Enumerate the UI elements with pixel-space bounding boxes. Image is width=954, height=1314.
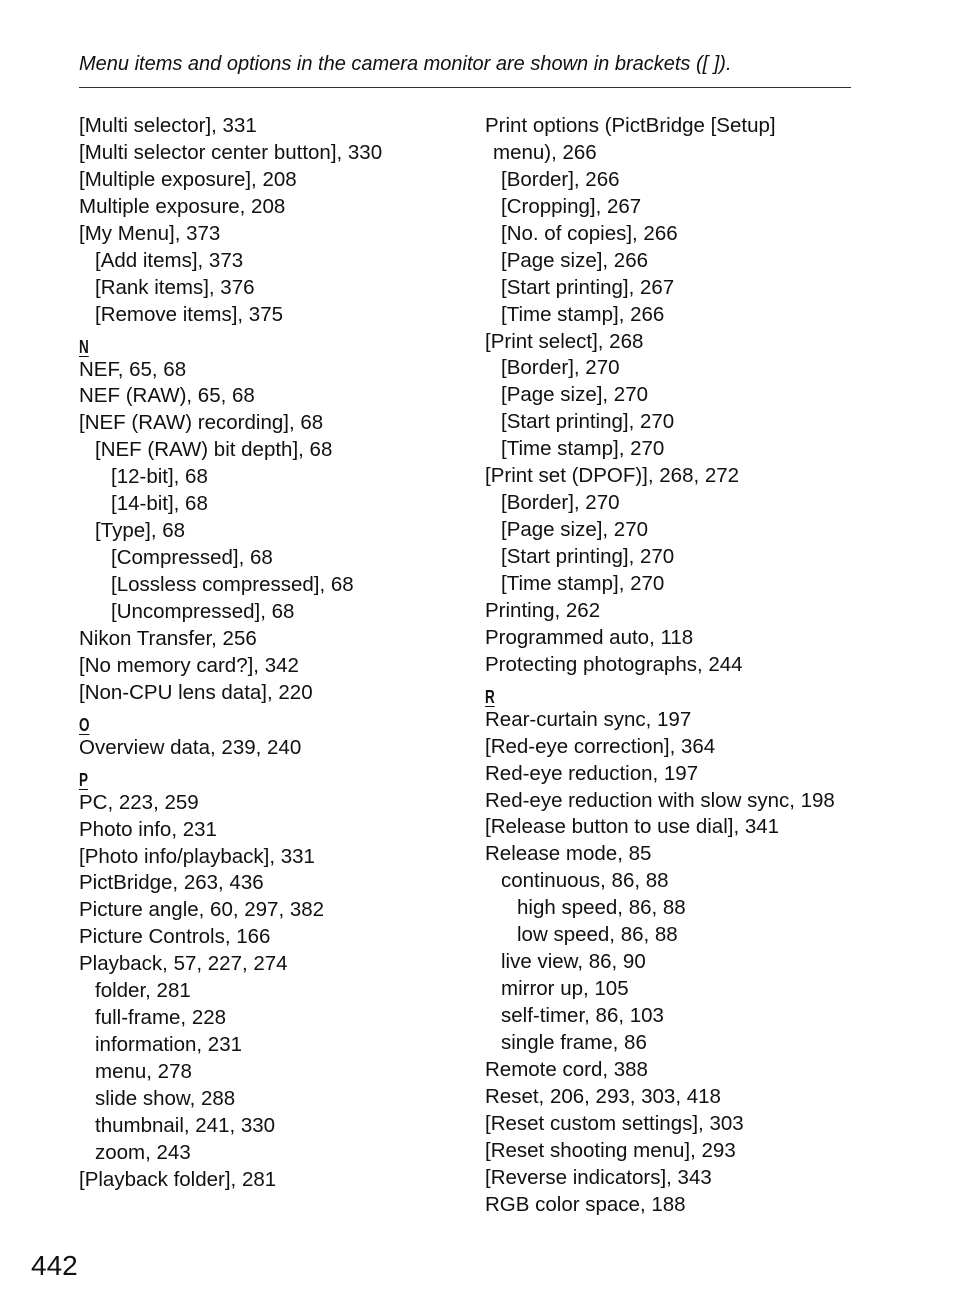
index-subentry: [Cropping], 267 bbox=[501, 194, 642, 218]
index-entry: [Red-eye correction], 364 bbox=[485, 734, 716, 758]
index-entry: Multiple exposure, 208 bbox=[79, 194, 286, 218]
index-subentry: live view, 86, 90 bbox=[501, 950, 646, 974]
index-section-letter bbox=[79, 714, 469, 735]
index-subentry: [Start printing], 267 bbox=[501, 275, 675, 299]
index-subentry: [Page size], 270 bbox=[501, 383, 649, 407]
index-entry: Playback, 57, 227, 274 bbox=[79, 952, 288, 976]
header-divider bbox=[79, 87, 851, 88]
index-subentry: [Uncompressed], 68 bbox=[111, 599, 295, 623]
index-entry: [Multiple exposure], 208 bbox=[79, 167, 297, 191]
index-subentry: [Compressed], 68 bbox=[111, 546, 273, 570]
index-entry: Photo info, 231 bbox=[79, 817, 217, 841]
index-section-letter bbox=[79, 769, 469, 790]
index-subentry: [Start printing], 270 bbox=[501, 410, 675, 434]
index-entry: [Reset custom settings], 303 bbox=[485, 1111, 744, 1135]
index-subentry: thumbnail, 241, 330 bbox=[95, 1113, 276, 1137]
page-header-note: Menu items and options in the camera monitor are shown in brackets ([ ]). bbox=[79, 53, 732, 75]
index-subentry: high speed, 86, 88 bbox=[517, 896, 686, 920]
index-entry: PictBridge, 263, 436 bbox=[79, 871, 264, 895]
index-subentry: [Border], 270 bbox=[501, 491, 620, 515]
index-entry: PC, 223, 259 bbox=[79, 790, 199, 814]
index-entry: Protecting photographs, 244 bbox=[485, 652, 743, 676]
index-entry: [Reset shooting menu], 293 bbox=[485, 1138, 736, 1162]
index-entry: [No memory card?], 342 bbox=[79, 653, 299, 677]
index-subentry: [Lossless compressed], 68 bbox=[111, 573, 354, 596]
index-entry: Overview data, 239, 240 bbox=[79, 735, 302, 759]
index-section-letter-text: R bbox=[485, 686, 495, 707]
index-column-right bbox=[485, 113, 865, 1219]
index-entry: Programmed auto, 118 bbox=[485, 625, 694, 649]
index-entry: [Multi selector center button], 330 bbox=[79, 140, 383, 164]
index-entry: Picture angle, 60, 297, 382 bbox=[79, 898, 325, 922]
index-subentry: [Time stamp], 266 bbox=[501, 302, 665, 326]
index-subentry: [Border], 270 bbox=[501, 356, 620, 380]
index-subentry: [NEF (RAW) bit depth], 68 bbox=[95, 438, 333, 462]
index-entry: NEF, 65, 68 bbox=[79, 357, 187, 381]
index-entry: Reset, 206, 293, 303, 418 bbox=[485, 1084, 721, 1108]
index-subentry: slide show, 288 bbox=[95, 1086, 236, 1110]
index-entry: Release mode, 85 bbox=[485, 842, 652, 866]
index-subentry: [14-bit], 68 bbox=[111, 492, 208, 516]
index-entry: Printing, 262 bbox=[485, 598, 601, 622]
index-entry: [My Menu], 373 bbox=[79, 221, 221, 245]
index-entry: [NEF (RAW) recording], 68 bbox=[79, 411, 324, 435]
index-subentry: [Add items], 373 bbox=[95, 248, 244, 272]
index-entry: Remote cord, 388 bbox=[485, 1057, 648, 1081]
index-subentry: information, 231 bbox=[95, 1033, 243, 1057]
index-subentry: [Time stamp], 270 bbox=[501, 437, 665, 461]
index-section-letter-text: P bbox=[79, 769, 89, 790]
index-subentry: [Page size], 266 bbox=[501, 248, 649, 272]
index-subentry: single frame, 86 bbox=[501, 1030, 647, 1054]
index-section-letter bbox=[79, 336, 469, 357]
index-entry: Red-eye reduction, 197 bbox=[485, 761, 699, 785]
index-entry: [Playback folder], 281 bbox=[79, 1167, 277, 1191]
index-entry: [Non-CPU lens data], 220 bbox=[79, 680, 313, 704]
index-subentry: full-frame, 228 bbox=[95, 1006, 227, 1030]
index-entry: [Release button to use dial], 341 bbox=[485, 815, 780, 839]
index-entry: [Print select], 268 bbox=[485, 329, 644, 353]
index-subentry: [Rank items], 376 bbox=[95, 275, 255, 299]
index-entry: [Multi selector], 331 bbox=[79, 114, 257, 137]
index-subentry: continuous, 86, 88 bbox=[501, 869, 669, 893]
index-subentry: [Remove items], 375 bbox=[95, 302, 283, 326]
index-subentry: [Time stamp], 270 bbox=[501, 571, 665, 595]
index-entry: Picture Controls, 166 bbox=[79, 925, 271, 949]
index-subentry: menu), 266 bbox=[493, 140, 597, 164]
index-entry: NEF (RAW), 65, 68 bbox=[79, 384, 255, 408]
index-subentry: folder, 281 bbox=[95, 979, 191, 1003]
index-entry: Nikon Transfer, 256 bbox=[79, 626, 257, 650]
index-subentry: [Type], 68 bbox=[95, 519, 186, 543]
index-section-letter bbox=[485, 686, 865, 707]
index-subentry: [Border], 266 bbox=[501, 167, 620, 191]
index-subentry: self-timer, 86, 103 bbox=[501, 1004, 664, 1027]
index-column-left bbox=[79, 113, 469, 1194]
index-section-letter-text: O bbox=[79, 714, 90, 735]
index-subentry: menu, 278 bbox=[95, 1060, 192, 1083]
index-section-letter-text: N bbox=[79, 336, 89, 357]
index-entry: [Photo info/playback], 331 bbox=[79, 844, 315, 868]
index-subentry: [Start printing], 270 bbox=[501, 545, 675, 568]
index-entry: Rear-curtain sync, 197 bbox=[485, 707, 692, 731]
index-entry: [Reverse indicators], 343 bbox=[485, 1165, 712, 1189]
index-subentry: zoom, 243 bbox=[95, 1140, 191, 1164]
index-subentry: mirror up, 105 bbox=[501, 977, 629, 1001]
index-subentry: [Page size], 270 bbox=[501, 518, 649, 542]
index-entry: RGB color space, 188 bbox=[485, 1192, 686, 1216]
index-subentry: [No. of copies], 266 bbox=[501, 221, 678, 245]
page-number: 442 bbox=[31, 1250, 78, 1281]
index-entry: Print options (PictBridge [Setup] bbox=[485, 114, 776, 137]
index-subentry: low speed, 86, 88 bbox=[517, 923, 678, 947]
index-entry: [Print set (DPOF)], 268, 272 bbox=[485, 464, 740, 488]
index-entry: Red-eye reduction with slow sync, 198 bbox=[485, 788, 835, 812]
index-subentry: [12-bit], 68 bbox=[111, 465, 208, 489]
